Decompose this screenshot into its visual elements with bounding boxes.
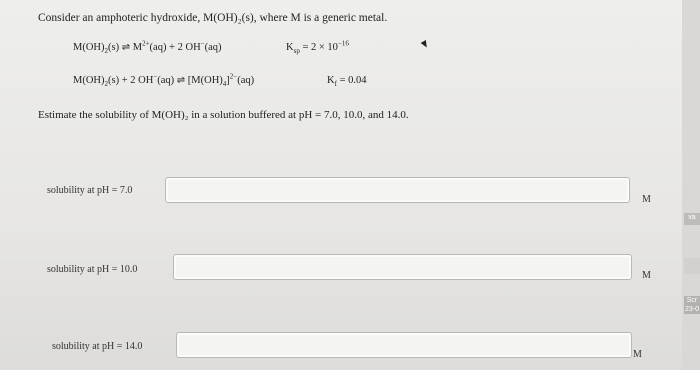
solubility-input-ph7[interactable]: [165, 177, 630, 203]
unit-label-ph7: M: [642, 194, 651, 205]
kf-expression: $K_f = 0.04$: [327, 75, 367, 89]
solubility-label-ph7: solubility at pH = 7.0: [47, 185, 133, 196]
side-tab-scr[interactable]: Scr: [684, 296, 700, 305]
side-panel: [682, 0, 700, 370]
equilibrium-1: $M(OH)_2(s)$ ⇌ $M^{2+}(aq) + 2$ OH−(aq): [73, 39, 222, 56]
solubility-input-ph10[interactable]: [173, 254, 632, 280]
unit-label-ph10: M: [642, 270, 651, 281]
solubility-field-ph7[interactable]: [166, 178, 633, 204]
solubility-label-ph10: solubility at pH = 10.0: [47, 264, 138, 275]
solubility-label-ph14: solubility at pH = 14.0: [52, 341, 143, 352]
ksp-expression: $K_{sp} = 2 \times 10^{-16}$: [286, 39, 349, 56]
equilibrium-arrow-icon: ⇌: [121, 42, 131, 53]
equilibrium-arrow-icon: ⇌: [176, 75, 186, 86]
solubility-field-ph14[interactable]: [177, 333, 635, 359]
side-tab-date: 23-0: [684, 306, 699, 313]
solubility-field-ph10[interactable]: [174, 255, 635, 281]
question-intro: Consider an amphoteric hydroxide, M(OH)₂(s), where M is a generic metal.: [38, 12, 388, 24]
equilibrium-2: $M(OH)_2(s) + 2$ OH−(aq) ⇌ $[M(OH)_4]^{2-}(aq)$: [73, 72, 255, 89]
side-thumbnail[interactable]: [684, 258, 700, 274]
mouse-cursor-icon: [421, 40, 430, 49]
question-prompt: Estimate the solubility of M(OH)₂ in a solution buffered at pH = 7.0, 10.0, and 14.0.: [38, 109, 409, 121]
unit-label-ph14: M: [633, 349, 642, 360]
solubility-input-ph14[interactable]: [176, 332, 632, 358]
side-tab-va[interactable]: va: [684, 213, 700, 225]
